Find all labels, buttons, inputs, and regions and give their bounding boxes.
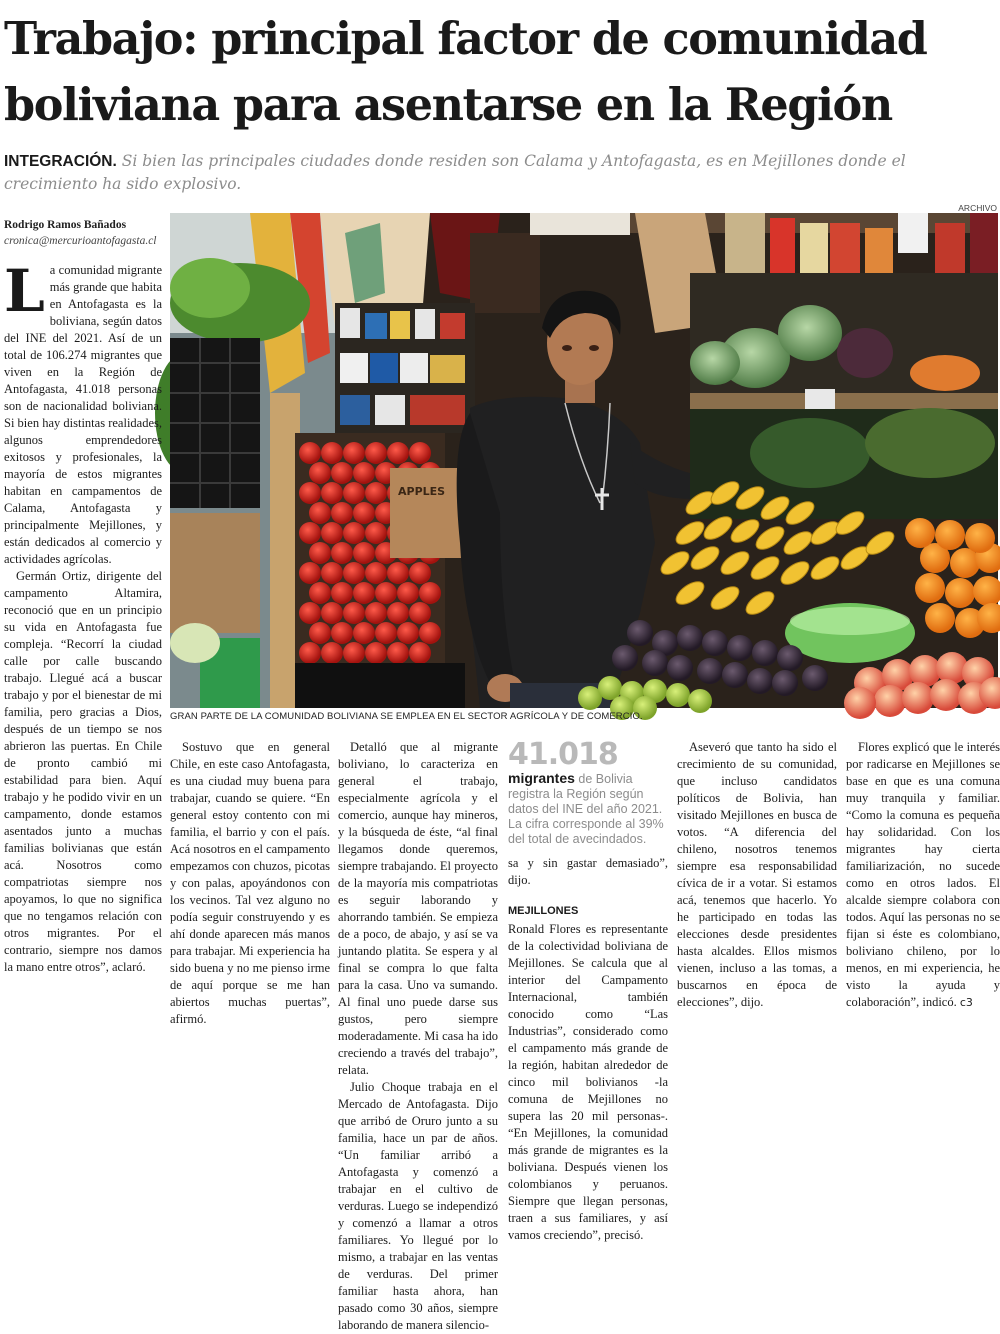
- orange: [915, 573, 945, 603]
- tomato: [365, 482, 387, 504]
- tomato: [309, 582, 331, 604]
- avocado: [627, 620, 653, 646]
- article-column-4: [508, 739, 668, 1244]
- tomato: [309, 462, 331, 484]
- avocado: [752, 640, 778, 666]
- lead-text: Si bien las principales ciudades donde residen son Calama y Antofagasta, es en Mejillones donde el crecimiento ha sido explosivo.: [4, 152, 906, 193]
- market-stall-illustration: [170, 213, 998, 708]
- avocado: [802, 665, 828, 691]
- tomato: [321, 482, 343, 504]
- tomato: [321, 522, 343, 544]
- paragraph-7: Aseveró que tanto ha sido el crecimiento de su comunidad, que incluso candidatos políticos de Bolivia, han visitado Mejillones en busca de votos. “A diferencia del chileno, nosotros tenemos siempre esa responsabilidad cívica de ir a votar. Si estamos acá, tenemos que hacerlo. Yo he participado en todas las elecciones desde presidentes hasta alcaldes. Ellos mismos vienen, incluso a las tomas, a buscarnos en época de elecciones”, dijo.: [677, 740, 837, 1009]
- tomato: [353, 622, 375, 644]
- byline: [4, 217, 170, 249]
- avocado: [727, 635, 753, 661]
- tomato: [353, 582, 375, 604]
- tomato: [321, 442, 343, 464]
- apple: [909, 655, 941, 687]
- orange: [905, 518, 935, 548]
- headline: Trabajo: principal factor de comunidad boliviana para asentarse en la Región: [4, 13, 927, 131]
- paragraph-1: La comunidad migrante más grande que habita en Antofagasta es la boliviana, según datos del INE del 2021. Así de un total de 106.274 migrantes que viven en la Región de Antofagasta, 41.018 personas son de nacionalidad boliviana. Si bien hay distintas realidades, algunos emprendedores exitosos y profesionales, la mayoría de estos migrantes habitan en campamentos de Calama, Antofagasta y principalmente Mejillones, y están dedicados al comercio y actividades agrícolas.: [4, 257, 162, 566]
- kicker-label: INTEGRACIÓN.: [4, 153, 117, 170]
- author-name: Rodrigo Ramos Bañados: [4, 219, 127, 231]
- tomato: [331, 542, 353, 564]
- author-email[interactable]: cronica@mercurioantofagasta.cl: [4, 235, 157, 247]
- avocado: [642, 650, 668, 676]
- tomato: [409, 642, 431, 664]
- avocado: [772, 670, 798, 696]
- article-column-5: [677, 739, 837, 1011]
- paragraph-5-end: sa y sin gastar demasiado”, dijo.: [508, 856, 668, 887]
- tomato: [397, 582, 419, 604]
- tomato: [419, 622, 441, 644]
- tomato: [409, 602, 431, 624]
- tomato: [343, 522, 365, 544]
- apple: [902, 682, 934, 714]
- tomato: [321, 562, 343, 584]
- tomato: [375, 582, 397, 604]
- tomato: [309, 622, 331, 644]
- tomato: [353, 462, 375, 484]
- avocado: [697, 658, 723, 684]
- tomato: [387, 642, 409, 664]
- avocado: [677, 625, 703, 651]
- avocado: [702, 630, 728, 656]
- paragraph-3: Sostuvo que en general Chile, en este caso Antofagasta, es una ciudad muy buena para trabajar, cuando se quiere. “En general estoy contento con mi familia, el barrio y con el país. Acá nosotros en el campamento empezamos con chuzos, picotas y con palas, apoyándonos con los vecinos. Tal vez alguno no podía seguir construyendo y es ahí donde aparecen más manos para trabajar. Mi experiencia ha sido buena y no me pienso irme de aquí porque se me han abiertos muchas puertas”, afirmó.: [170, 740, 330, 1026]
- tomato: [343, 602, 365, 624]
- tomato: [375, 622, 397, 644]
- paragraph-8: Flores explicó que le interés por radicarse en Mejillones se base en que es una comuna muy tranquila y familiar. “Como la comuna es pequeña hay solidaridad. Con los migrantes hay cierta familiarización, no sucede como en otros lados. El alcalde siempre colabora con todos. Aquí las personas no se fijan si éste es colombiano, boliviano chileno, por lo menos, en mi experiencia, he visto la ayuda y colaboración”, indicó. ᴄ3: [846, 740, 1000, 1009]
- avocado: [667, 655, 693, 681]
- tomato: [365, 562, 387, 584]
- tomato: [343, 482, 365, 504]
- orange: [965, 523, 995, 553]
- tomato: [309, 502, 331, 524]
- orange: [935, 520, 965, 550]
- tomato: [343, 562, 365, 584]
- end-mark: ᴄ3: [959, 996, 973, 1009]
- stat-highlight: migrantes: [508, 770, 575, 786]
- tomato: [365, 442, 387, 464]
- avocado: [612, 645, 638, 671]
- tomato: [299, 482, 321, 504]
- stat-description: de Bolivia registra la Región según datos del INE del año 2021. La cifra corresponde al 39% del total de avecindados.: [508, 772, 664, 846]
- avocado: [722, 662, 748, 688]
- orange: [925, 603, 955, 633]
- tomato: [331, 502, 353, 524]
- stat-number: 41.018: [508, 737, 618, 772]
- tomato: [353, 542, 375, 564]
- orange: [945, 578, 975, 608]
- tomato: [299, 642, 321, 664]
- photo-credit: ARCHIVO: [958, 203, 997, 213]
- lead-paragraph: [4, 150, 994, 195]
- article-column-6: [846, 739, 1000, 1011]
- tomato: [419, 582, 441, 604]
- article-photo: [170, 213, 998, 708]
- stat-text: [508, 771, 668, 847]
- article-column-2: [170, 739, 330, 1028]
- tomato: [321, 642, 343, 664]
- orange: [950, 548, 980, 578]
- article-column-1: [4, 257, 162, 976]
- paragraph-6: Ronald Flores es representante de la colectividad boliviana de Mejillones. Se calcula que al interior del Campamento Internacional, también conocido como “Las Industrias”, considerado como el campamento más grande de la región, habitan alrededor de cinco mil bolivianos -la comuna de Mejillones no supera las 20 mil personas-. “En Mejillones, la comunidad más grande de migrantes es la boliviana. Después vienen los colombianos y peruanos. Siempre que llegan personas, traen a sus familiares, y así vamos creciendo”, precisó.: [508, 922, 668, 1242]
- drop-cap: L: [4, 257, 45, 325]
- photo-caption: GRAN PARTE DE LA COMUNIDAD BOLIVIANA SE EMPLEA EN EL SECTOR AGRÍCOLA Y DE COMERCIO.: [170, 711, 643, 722]
- tomato: [365, 522, 387, 544]
- paragraph-4: Detalló que al migrante boliviano, lo caracteriza en general el trabajo, especialmente agrícola y el comercio, aunque hay mineros, y la búsqueda de éste, “al final llegamos donde queremos, siempre trabajando. El proyecto de la mayoría mis compatriotas es seguir laborando y ahorrando también. Se empieza de a poco, de abajo, y así se va juntando platita. Se espera y al final se compra lo que falta para la casa. Uno va sumando. Al final uno puede darse sus gustos, pero siempre moderadamente. Mi casa ha ido creciendo a través del trabajo”, relata.: [338, 740, 498, 1077]
- tomato: [409, 562, 431, 584]
- tomato: [331, 582, 353, 604]
- tomato: [299, 602, 321, 624]
- tomato: [331, 462, 353, 484]
- lime: [598, 676, 622, 700]
- article-column-3: [338, 739, 498, 1334]
- avocado: [777, 645, 803, 671]
- tomato: [397, 622, 419, 644]
- tomato: [309, 542, 331, 564]
- tomato: [321, 602, 343, 624]
- tomato: [343, 642, 365, 664]
- tomato: [331, 622, 353, 644]
- tomato: [299, 442, 321, 464]
- tomato: [409, 442, 431, 464]
- apple: [930, 679, 962, 711]
- paragraph-2: Germán Ortiz, dirigente del campamento Altamira, reconoció que en un principio su vida en Antofagasta fue compleja. “Recorrí la ciudad calle por calle buscando trabajo. Llegué acá a buscar trabajo y por el bienestar de mi familia, pero gracias a Dios, después de un tiempo se nos abrieron las puertas. En Chile de pronto cambió mi estabilidad para bien. Aquí trabajo y he podido vivir en un campamento, donde estamos asentados junto a muchas familias bolivianas que están acá. Nosotros como compatriotas siempre nos apoyamos, lo que no significa que no tengamos relación con otros migrantes. Por el contrario, siempre nos damos la mano entre otros”, aclaró.: [4, 569, 162, 974]
- tomato: [387, 562, 409, 584]
- photo-box-label: APPLES: [398, 485, 446, 498]
- tomato: [387, 442, 409, 464]
- tomato: [353, 502, 375, 524]
- tomato: [387, 602, 409, 624]
- tomato: [365, 642, 387, 664]
- lime: [666, 683, 690, 707]
- paragraph-5: Julio Choque trabaja en el Mercado de Antofagasta. Dijo que arribó de Oruro junto a su familia, hace un par de años. “Un familiar arribó a Antofagasta y comenzó a trabajar en el cultivo de verduras. Luego se independizó y comenzó a llamar a otros familiares. Yo llegué por lo mismo, a trabajar en las ventas de verduras. Del primer familiar hasta ahora, han pasado como 30 años, siempre laborando de manera silencio-: [338, 1080, 498, 1332]
- tomato: [299, 562, 321, 584]
- lime: [688, 689, 712, 713]
- subhead-mejillones: MEJILLONES: [508, 905, 579, 917]
- tomato: [343, 442, 365, 464]
- stat-box: [508, 739, 668, 847]
- tomato: [365, 602, 387, 624]
- tomato: [299, 522, 321, 544]
- avocado: [747, 668, 773, 694]
